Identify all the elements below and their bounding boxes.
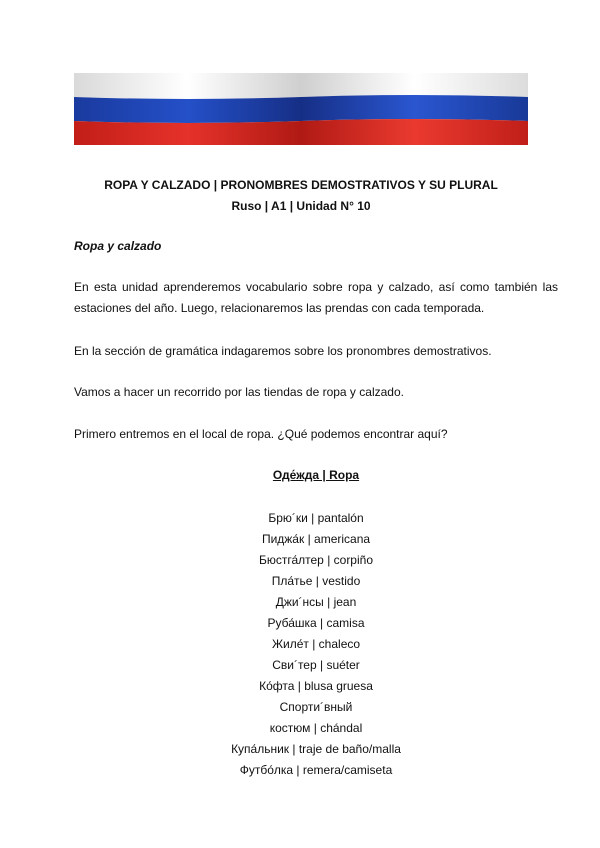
paragraph-clothing-store: Primero entremos en el local de ropa. ¿Qué podemos encontrar aquí? [74, 427, 448, 441]
vocab-list [74, 508, 558, 781]
vocab-title: Оде́жда | Ropa [272, 468, 360, 482]
vocab-item: Футбо́лка | remera/camiseta [239, 763, 393, 777]
vocab-item: Джи´нсы | jean [275, 595, 357, 609]
vocab-item: Бюстга́лтер | corpiño [258, 553, 373, 567]
paragraph-intro: En esta unidad aprenderemos vocabulario sobre ropa y calzado, así como también las estaciones del año. Luego, relacionaremos las prendas con cada temporada. [74, 280, 558, 315]
document-title: ROPA Y CALZADO | PRONOMBRES DEMOSTRATIVOS Y SU PLURAL [104, 178, 498, 192]
section-heading: Ropa y calzado [74, 239, 162, 253]
vocab-item: Руба́шка | camisa [267, 616, 365, 630]
paragraph-grammar: En la sección de gramática indagaremos sobre los pronombres demostrativos. [74, 344, 492, 358]
vocab-item: Жиле́т | chaleco [271, 637, 361, 651]
vocab-item: Пла́тье | vestido [271, 574, 361, 588]
vocab-item: Ко́фта | blusa gruesa [259, 679, 373, 693]
vocab-item: Купа́льник | traje de baño/malla [231, 742, 401, 756]
vocab-item: Брю´ки | pantalón [268, 511, 364, 525]
vocab-item: Спорти´вный [279, 700, 353, 714]
russian-flag-icon [74, 73, 528, 145]
document-subtitle: Ruso | A1 | Unidad N° 10 [231, 199, 371, 213]
paragraph-tour: Vamos a hacer un recorrido por las tiendas de ropa y calzado. [74, 385, 404, 399]
vocab-item: Пиджа́к | americana [261, 532, 371, 546]
vocab-item: костюм | chándal [269, 721, 363, 735]
russian-flag-banner [74, 73, 528, 145]
vocab-item: Сви´тер | suéter [272, 658, 360, 672]
